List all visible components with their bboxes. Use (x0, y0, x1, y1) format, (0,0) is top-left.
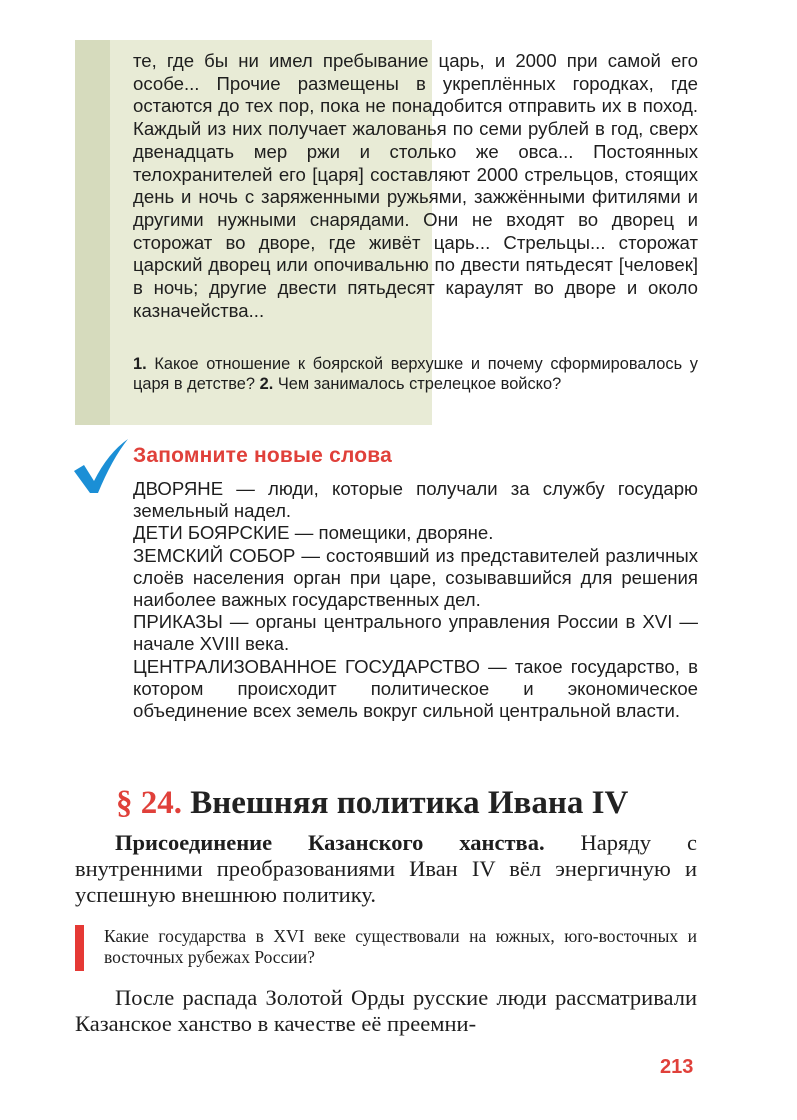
vocabulary-item: ЗЕМСКИЙ СОБОР — состоявший из представителей различных слоёв населения орган при царе, созывавшийся для решения наиболее важных государственных дел. (133, 544, 698, 611)
vocabulary-item: ПРИКАЗЫ — органы центрального управления России в XVI — начале XVIII века. (133, 611, 698, 655)
question-2-number: 2. (259, 375, 274, 394)
question-1-number: 1. (133, 355, 147, 373)
vocabulary-list (133, 478, 698, 722)
continuation-paragraph: После распада Золотой Орды русские люди рассматривали Казанское ханство в качестве её преемни- (75, 985, 697, 1036)
vocabulary-item: ЦЕНТРАЛИЗОВАННОЕ ГОСУДАРСТВО — такое государство, в котором происходит политическое и экономическое объединение всех земель вокруг сильной центральной власти. (133, 655, 698, 722)
intro-text: Наряду с внутренними преобразованиями Иван IV вёл энергичную и успешную внешнюю политику. (75, 830, 697, 907)
vocabulary-item: ДВОРЯНЕ — люди, которые получали за службу государю земельный надел. (133, 478, 698, 522)
source-excerpt (133, 50, 698, 322)
source-strip (75, 40, 110, 425)
vocabulary-heading: Запомните новые слова (133, 444, 392, 467)
section-title-text: Внешняя политика Ивана IV (182, 785, 629, 821)
source-paragraph: те, где бы ни имел пребывание царь, и 2000 при самой его особе... Прочие размещены в укреплённых городках, где остаются до тех пор, пока не понадобится отправить их в поход. Каждый из них получает жалованья по семи рублей в год, сверх двенадцать мер ржи и столько же овса... Постоянных телохранителей его [царя] составляют 2000 стрельцов, стоящих день и ночь с заряженными ружьями, зажжёнными фитилями и другими нужными снарядами. Они не входят во дворец и сторожат во дворе, где живёт царь... Стрельцы... сторожат царский дворец или опочивальню по двести пятьдесят [человек] в ночь; другие двести пятьдесят караулят во дворе и около казначейства... (133, 50, 698, 321)
intro-paragraph (75, 830, 697, 908)
source-questions (133, 354, 698, 394)
review-question: Какие государства в XVI веке существовали на южных, юго-восточных и восточных рубежах России? (104, 926, 697, 967)
section-title (116, 785, 628, 822)
vocabulary-item: ДЕТИ БОЯРСКИЕ — помещики, дворяне. (133, 522, 494, 544)
question-marker (75, 925, 84, 971)
subheading: Присоединение Казанского ханства. (115, 830, 545, 855)
checkmark-icon (70, 437, 130, 497)
page-number: 213 (660, 1056, 694, 1078)
question-1-text: Какое отношение к боярской верхушке и почему сформировалось у царя в детстве? (133, 355, 698, 394)
section-number: § 24. (116, 785, 182, 821)
question-2-text: Чем занималось стрелецкое войско? (273, 375, 562, 394)
